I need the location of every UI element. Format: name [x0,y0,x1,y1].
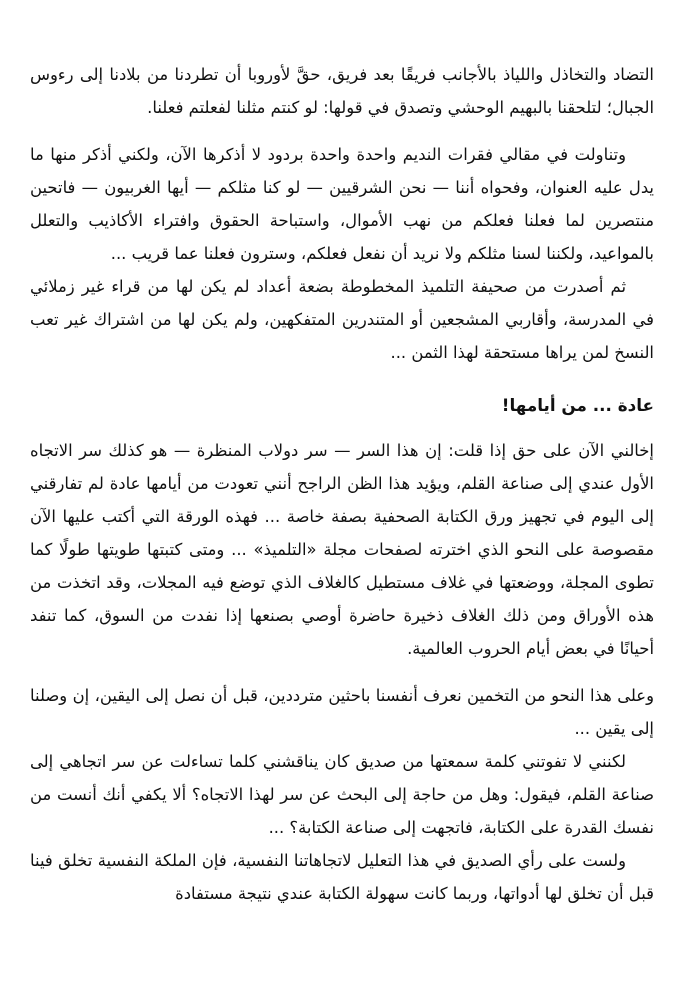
paragraph-continuation: التضاد والتخاذل واللياذ بالأجانب فريقًا بعد فريق، حقَّ لأوروبا أن تطردنا من بلادنا إلى رءوس الجبال؛ لتلحقنا بالبهيم الوحشي وتصدق في قولها: لو كنتم مثلنا لفعلتم فعلنا. [30,65,654,117]
paragraph-friend-opinion: ولست على رأي الصديق في هذا التعليل لاتجاهاتنا النفسية، فإن الملكة النفسية تخلق فينا قبل أن تخلق لها أدواتها، وربما كانت سهولة الكتابة عندي نتيجة مستفادة [30,851,654,903]
paragraph-writing-habit: إخالني الآن على حق إذا قلت: إن هذا السر — سر دولاب المنظرة — هو كذلك سر الاتجاه الأول عندي إلى صناعة القلم، ويؤيد هذا الظن الراجح أنني تعودت من أيامها عادة لم تفارقني إلى اليوم في تجهيز ورق الكتابة الصحفية بصفة خاصة ... فهذه الورقة التي أكتب عليها الآن مقصوصة على النحو الذي اخترته لصفحات مجلة «التلميذ» ... ومتى كتبتها طويتها طولًا كما تطوى المجلة، ووضعتها في غلاف مستطيل كالغلاف الذي توضع فيه المجلات، وقد اتخذت من هذه الأوراق ومن ذلك الغلاف ذخيرة حاضرة أوصي بصنعها إذا نفدت من السوق، كما تنفد أحيانًا في بعض أيام الحروب العالمية. [30,441,654,658]
section-heading: عادة ... من أيامها! [501,395,654,415]
paragraph-friend-question: لكنني لا تفوتني كلمة سمعتها من صديق كان يناقشني كلما تساءلت عن سر اتجاهي إلى صناعة القلم، فيقول: وهل من حاجة إلى البحث عن سر لهذا الاتجاه؟ ألا يكفي أنك أنست من نفسك القدرة على الكتابة، فاتجهت إلى صناعة الكتابة؟ ... [30,752,654,837]
paragraph-nadim-reply: وتناولت في مقالي فقرات النديم واحدة واحدة بردود لا أذكرها الآن، ولكني أذكر منها ما يدل عليه العنوان، وفحواه أننا — نحن الشرقيين — لو كنا مثلكم — أيها الغربيون — فاتحين منتصرين لما فعلنا فعلكم من نهب الأموال، واستباحة الحقوق وافتراء الأكاذيب والتعلل بالمواعيد، ولكننا لسنا مثلكم ولا نريد أن نفعل فعلكم، وسترون فعلنا عما قريب ... [30,145,654,263]
paragraph-guessing: وعلى هذا النحو من التخمين نعرف أنفسنا باحثين مترددين، قبل أن نصل إلى اليقين، إن وصلنا إلى يقين ... [30,686,654,738]
paragraph-student-newspaper: ثم أصدرت من صحيفة التلميذ المخطوطة بضعة أعداد لم يكن لها من قراء غير زملائي في المدرسة، وأقاربي المشجعين أو المتندرين المتفكهين، ولم يكن لها من اشتراك غير تعب النسخ لمن يراها مستحقة لهذا الثمن ... [30,277,654,362]
